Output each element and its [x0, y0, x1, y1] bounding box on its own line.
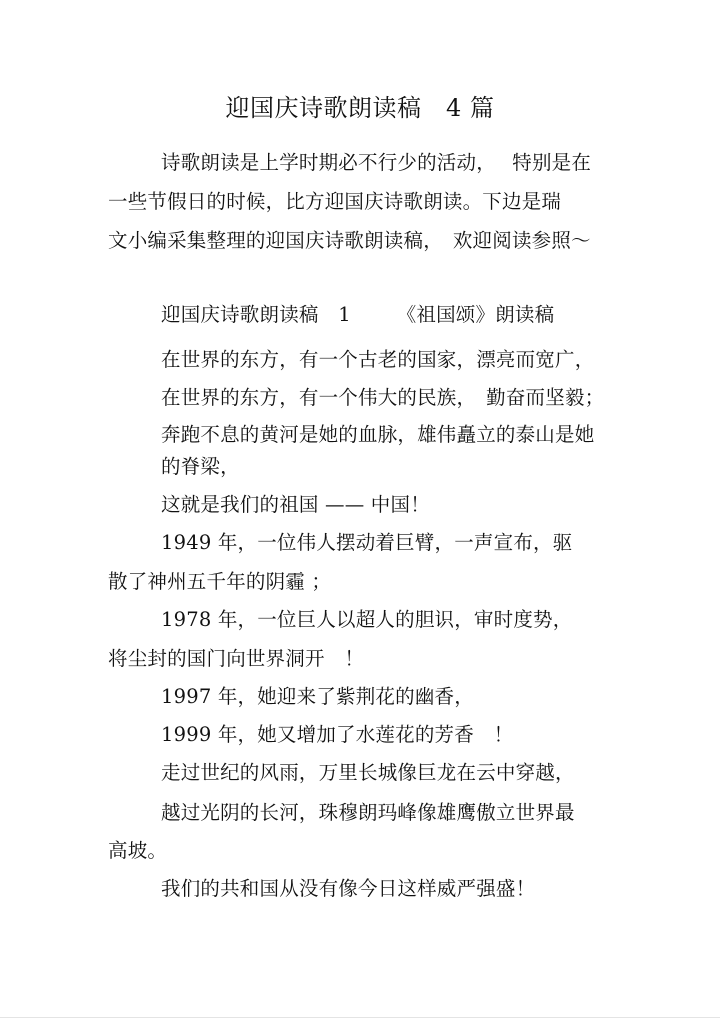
- poem-line-15: 我们的共和国从没有像今日这样威严强盛！: [161, 877, 536, 900]
- poem-line-6: 1949 年，一位伟人摆动着巨臂，一声宣布，驱: [161, 531, 573, 554]
- poem-line-4: 的脊梁，: [161, 455, 240, 478]
- intro-line-1: 诗歌朗读是上学时期必不行少的活动， 特别是在: [161, 151, 592, 174]
- poem-line-8: 1978 年，一位巨人以超人的胆识，审时度势，: [161, 608, 573, 631]
- poem-line-9: 将尘封的国门向世界洞开 ！: [108, 647, 365, 670]
- intro-line-3: 文小编采集整理的迎国庆诗歌朗读稿， 欢迎阅读参照～: [108, 229, 591, 252]
- document-title: 迎国庆诗歌朗读稿 4 篇: [225, 94, 495, 122]
- poem-line-14: 高坡。: [108, 839, 168, 862]
- poem-line-1: 在世界的东方，有一个古老的国家，漂亮而宽广，: [161, 348, 595, 371]
- poem-line-13: 越过光阴的长河，珠穆朗玛峰像雄鹰傲立世界最: [161, 801, 575, 824]
- poem-line-2: 在世界的东方，有一个伟大的民族， 勤奋而坚毅；: [161, 386, 605, 409]
- section-heading: 迎国庆诗歌朗读稿 1 《祖国颂》朗读稿: [161, 303, 555, 326]
- intro-line-2: 一些节假日的时候，比方迎国庆诗歌朗读。下边是瑞: [108, 190, 562, 213]
- poem-line-11: 1999 年，她又增加了水莲花的芳香 ！: [161, 723, 514, 746]
- poem-line-12: 走过世纪的风雨，万里长城像巨龙在云中穿越，: [161, 761, 575, 784]
- poem-line-7: 散了神州五千年的阴霾 ；: [108, 570, 332, 593]
- poem-line-3: 奔跑不息的黄河是她的血脉，雄伟矗立的泰山是她: [161, 423, 595, 446]
- poem-line-5: 这就是我们的祖国 —— 中国！: [161, 493, 430, 516]
- poem-line-10: 1997 年，她迎来了紫荆花的幽香，: [161, 685, 474, 708]
